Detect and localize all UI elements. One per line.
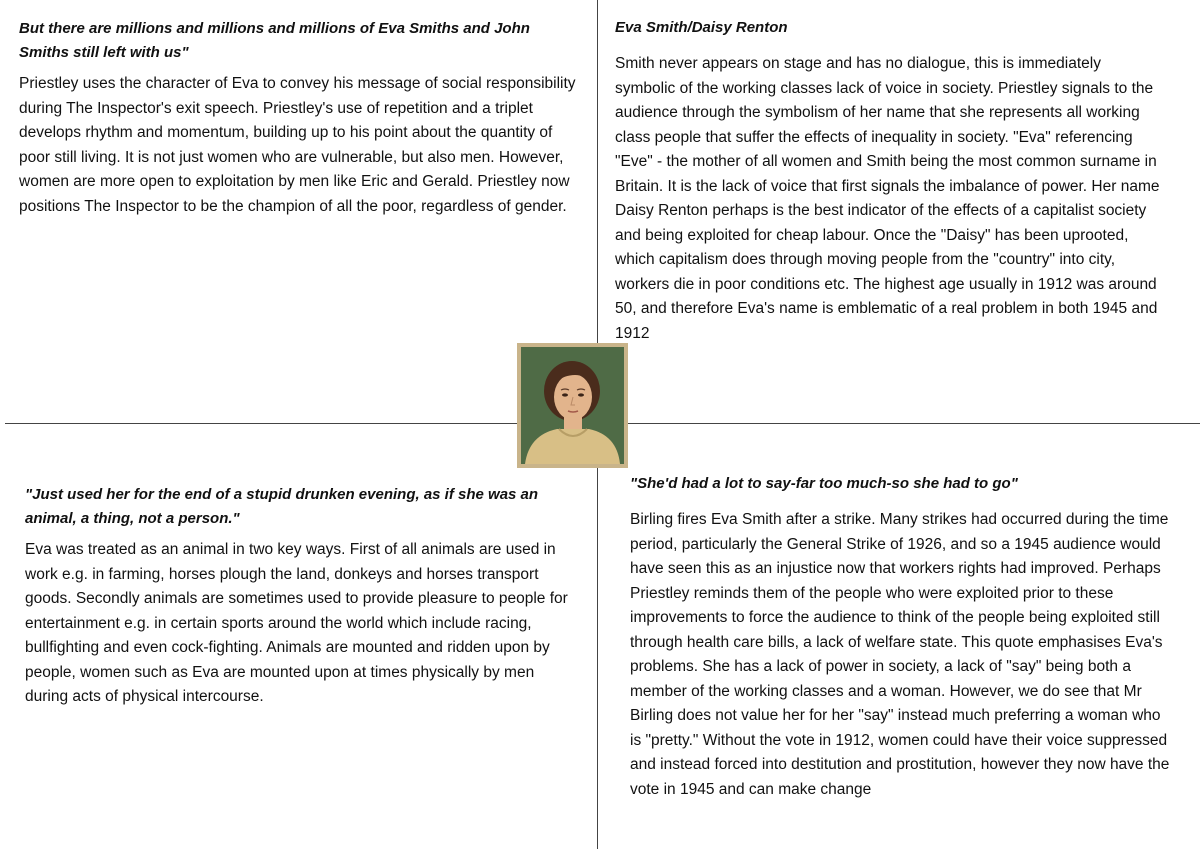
analysis-paragraph: Smith never appears on stage and has no dialogue, this is immediately symbolic of the working classes lack of voice in society. Priestley signals to the audience through the symbolism of her name that she represents all working class people that suffer the effects of inequality in society. "Eva" referencing "Eve" - the mother of all women and Smith being the most common surname in Britain. It is the lack of voice that first signals the imbalance of power. Her name Daisy Renton perhaps is the best indicator of the effects of a capitalist society and being exploited for cheap labour. Once the "Daisy" has been uprooted, which capitalism does through moving people from the "country" into city, workers die in poor conditions etc. The highest age usually in 1912 was around 50, and therefore Eva's name is emblematic of a real problem in both 1945 and 1912 [615, 55, 1160, 342]
quote-heading: "She'd had a lot to say-far too much-so she had to go" [630, 475, 1018, 492]
analysis-paragraph: Eva was treated as an animal in two key ways. First of all animals are used in work e.g. in farming, horses plough the land, donkeys and horses transport goods. Secondly animals are sometimes used to provide pleasure to people for entertainment e.g. in certain sports around the world which include racing, bullfighting and even cock-fighting. Animals are mounted and ridden upon by people, women such as Eva are mounted upon at times physically by men during acts of physical intercourse. [25, 541, 568, 705]
character-heading: Eva Smith/Daisy Renton [615, 19, 788, 36]
quadrant-bottom-left [25, 483, 570, 710]
quadrant-top-right [615, 16, 1165, 346]
horizontal-divider-left [5, 423, 517, 424]
quote-heading: But there are millions and millions and millions of Eva Smiths and John Smiths still left with us" [19, 20, 530, 61]
vertical-divider-bottom [597, 468, 598, 849]
quadrant-bottom-right [630, 472, 1170, 802]
quadrant-top-left [19, 17, 579, 219]
quote-heading: "Just used her for the end of a stupid drunken evening, as if she was an animal, a thing, not a person." [25, 486, 539, 527]
analysis-paragraph: Birling fires Eva Smith after a strike. Many strikes had occurred during the time period, particularly the General Strike of 1926, and so a 1945 audience would have seen this as an injustice now that workers rights had improved. Perhaps Priestley reminds them of the people who were exploited prior to these improvements to force the audience to think of the people being exploited still through health care bills, a lack of welfare state. This quote emphasises Eva's problems. She has a lack of power in society, a lack of "say" being both a member of the working classes and a woman. However, we do see that Mr Birling does not value her for her "say" instead much preferring a woman who is "pretty." Without the vote in 1912, women could have their voice suppressed and instead forced into destitution and prostitution, however they now have the vote in 1945 and can make change [630, 511, 1170, 798]
analysis-paragraph: Priestley uses the character of Eva to convey his message of social responsibility during The Inspector's exit speech. Priestley's use of repetition and a triplet develops rhythm and momentum, building up to his point about the quantity of poor still living. It is not just women who are vulnerable, but also men. However, women are more open to exploitation by men like Eric and Gerald. Priestley now positions The Inspector to be the champion of all the poor, regardless of gender. [19, 75, 576, 215]
eva-smith-portrait [517, 343, 628, 468]
vertical-divider-top [597, 0, 598, 343]
horizontal-divider-right [628, 423, 1200, 424]
